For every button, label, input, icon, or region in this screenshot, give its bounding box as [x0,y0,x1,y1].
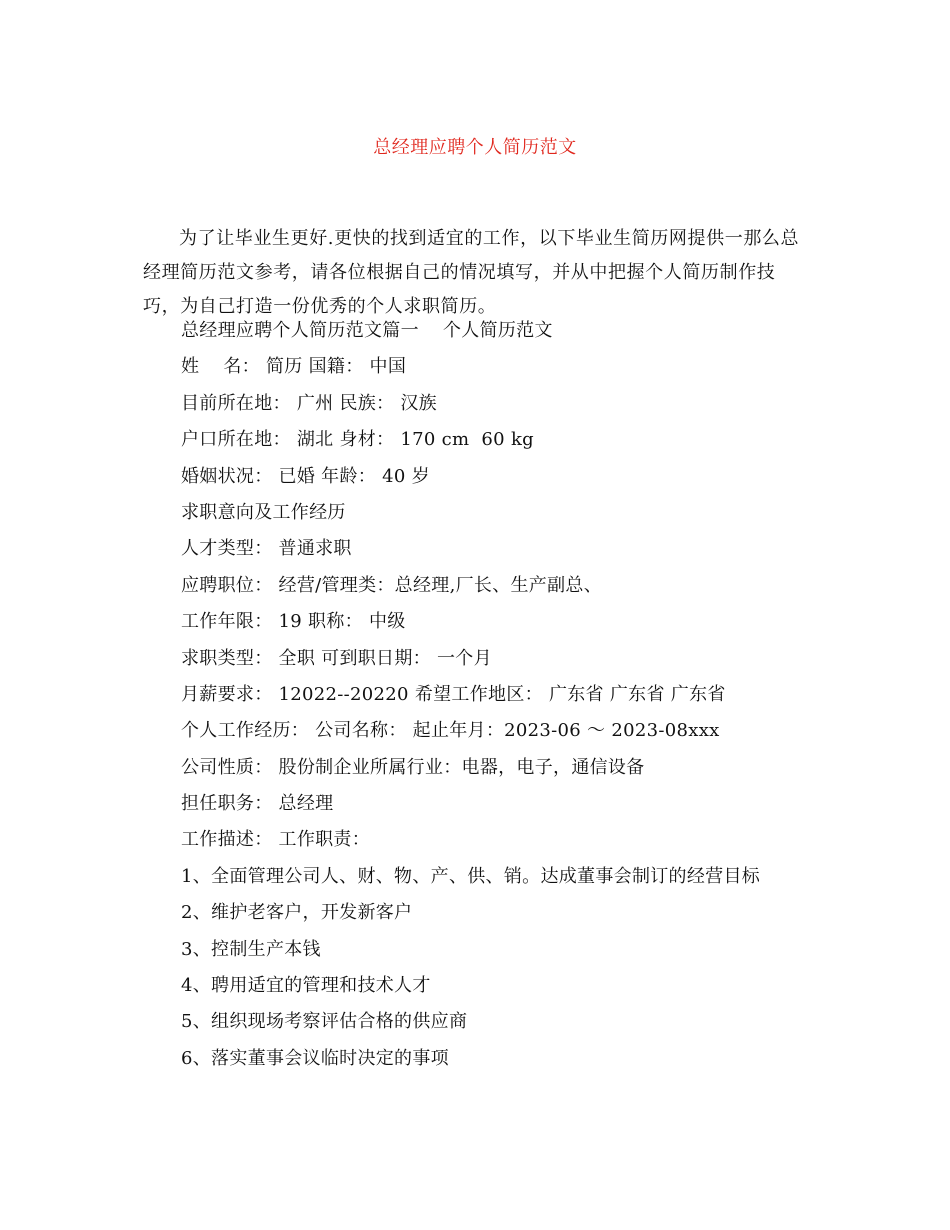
field-hukou-body: 户口所在地： 湖北 身材： 170 cm 60 kg [181,429,534,451]
duty-item: 5、组织现场考察评估合格的供应商 [181,1011,468,1033]
duty-item: 3、控制生产本钱 [181,938,321,960]
duty-item: 4、聘用适宜的管理和技术人才 [181,975,431,997]
section-heading-sample: 总经理应聘个人简历范文篇一 个人简历范文 [181,320,553,341]
intro-paragraph: 为了让毕业生更好.更快的找到适宜的工作，以下毕业生简历网提供一那么总经理简历范文参考，请各位根据自己的情况填写，并从中把握个人简历制作技巧，为自己打造一份优秀的个人求职简历。 [143,228,800,317]
field-work-description: 工作描述： 工作职责： [181,829,371,851]
field-job-type: 求职类型： 全职 可到职日期： 一个月 [181,647,492,669]
field-location-ethnicity: 目前所在地： 广州 民族： 汉族 [181,392,437,414]
document-title: 总经理应聘个人简历范文 [373,137,577,158]
field-marital-age: 婚姻状况： 已婚 年龄： 40 岁 [181,465,430,487]
duty-item: 6、落实董事会议临时决定的事项 [181,1047,449,1069]
field-salary-region: 月薪要求： 12022--20220 希望工作地区： 广东省 广东省 广东省 [181,683,726,705]
section-heading-intent: 求职意向及工作经历 [181,501,346,523]
resume-lines [181,313,821,1077]
duty-item: 1、全面管理公司人、财、物、产、供、销。达成董事会制订的经营目标 [181,865,761,887]
field-talent-type: 人才类型： 普通求职 [181,538,352,560]
field-work-history: 个人工作经历： 公司名称： 起止年月：2023-06 ～ 2023-08xxx [181,720,720,742]
field-years-title: 工作年限： 19 职称： 中级 [181,611,406,633]
field-company-nature: 公司性质： 股份制企业所属行业：电器，电子，通信设备 [181,756,645,778]
field-position: 应聘职位： 经营/管理类：总经理,厂长、生产副总、 [181,574,603,596]
duty-item: 2、维护老客户，开发新客户 [181,902,413,924]
field-role: 担任职务： 总经理 [181,793,334,815]
field-name-nationality: 姓 名： 简历 国籍： 中国 [181,356,407,378]
